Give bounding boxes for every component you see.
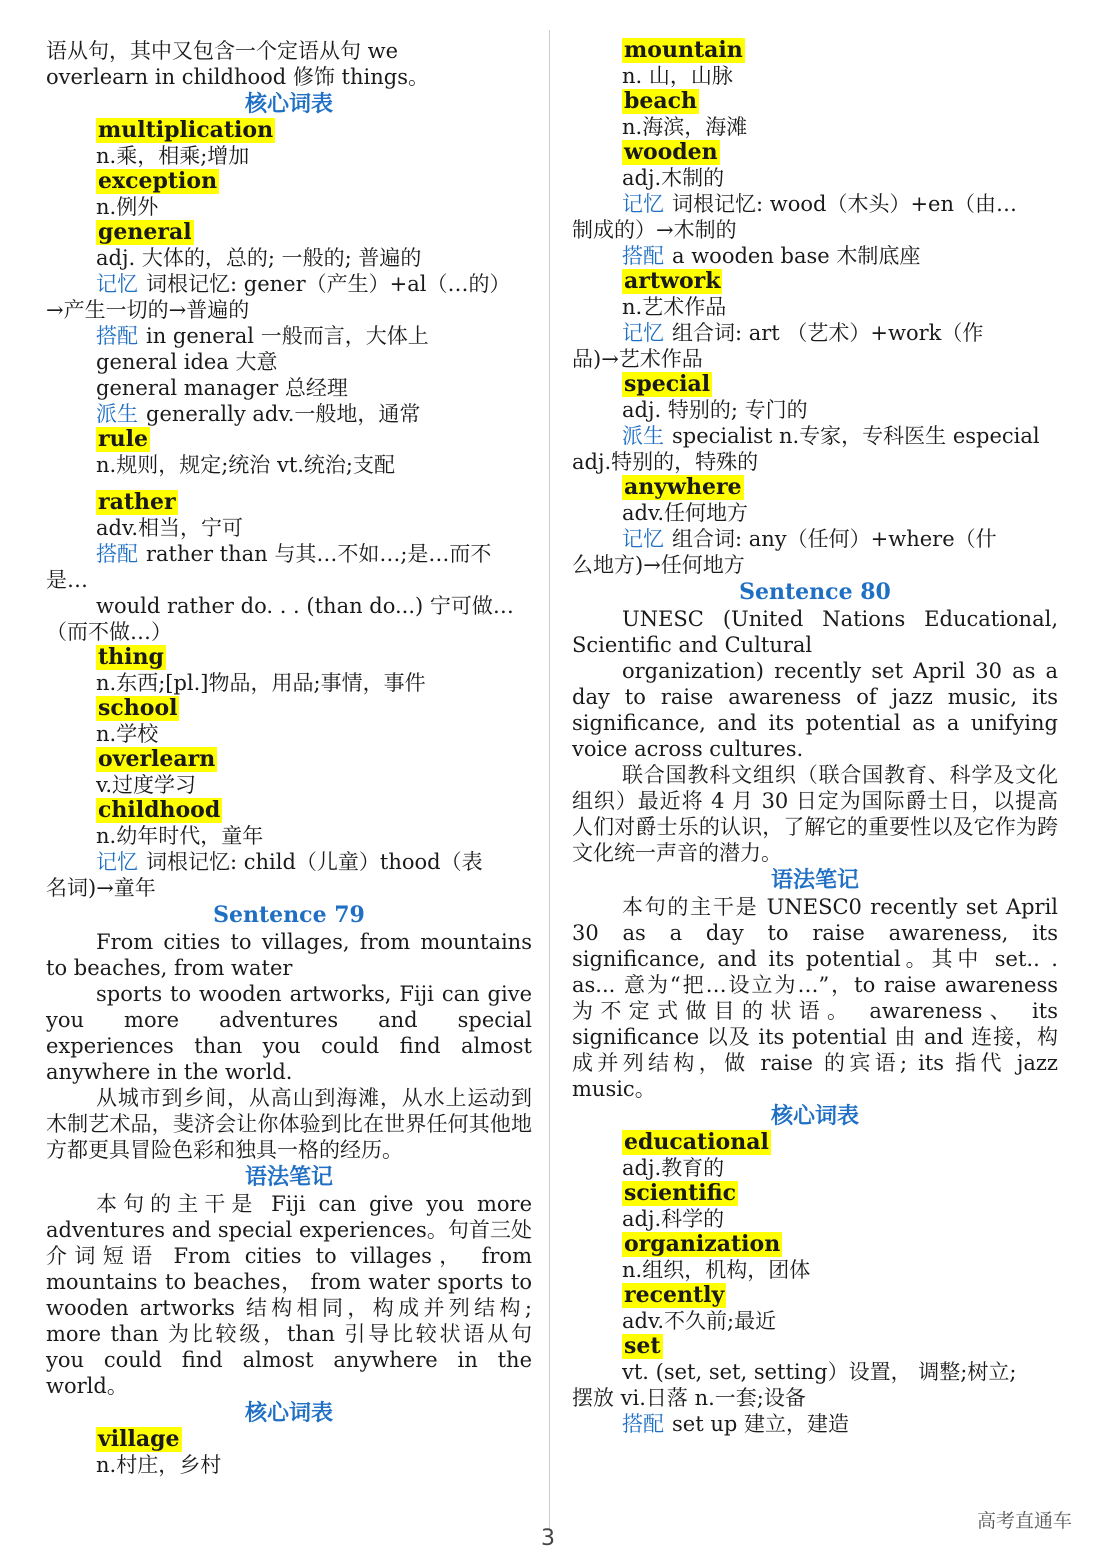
vocab-word: school (98, 695, 178, 721)
collocation: a wooden base 木制底座 (672, 244, 921, 268)
vocab-word: childhood (98, 797, 221, 823)
vocab-definition: adj. 特别的; 专门的 (622, 398, 808, 422)
vocab-word: multiplication (98, 117, 274, 143)
vocab-definition: vt. (set, set, setting）设置， 调整;树立; (622, 1360, 1017, 1384)
collocation: general idea 大意 (96, 350, 278, 374)
vocab-definition: adv.任何地方 (622, 501, 749, 525)
collocation-tag: 搭配 (96, 324, 138, 348)
vocab-word: village (98, 1426, 180, 1452)
memory-note: 词根记忆: wood（木头）+en（由… (672, 192, 1018, 216)
watermark: 高考直通车 (976, 1510, 1072, 1532)
vocab-definition: n.例外 (96, 195, 159, 219)
memory-tag: 记忆 (622, 192, 664, 216)
sentence-english: UNESC (United Nations Educational, Scientific and Cultural (572, 607, 1058, 657)
vocab-definition: adj.教育的 (622, 1156, 725, 1180)
sentence-english: From cities to villages, from mountains to beaches, from water (46, 930, 532, 980)
grammar-note: 本句的主干是 Fiji can give you more adventures and special experiences。句首三处介词短语 From cities to villages， from mountains to beaches， from water sports to wooden artworks 结构相同，构成并列结构; more than 为比较级，than 引导比较状语从句 you could find almost anywhere in the world。 (46, 1192, 532, 1398)
vocab-word: rather (98, 489, 176, 515)
vocab-word: thing (98, 644, 164, 670)
vocab-word: scientific (624, 1180, 737, 1206)
collocation: in general 一般而言，大体上 (146, 324, 429, 348)
vocab-definition: adv.不久前;最近 (622, 1309, 777, 1333)
sentence-english: sports to wooden artworks, Fiji can give you more adventures and special experiences than you could find almost anywhere in the world. (46, 982, 532, 1084)
vocab-definition: v.过度学习 (96, 773, 197, 797)
vocab-definition: adj.木制的 (622, 166, 725, 190)
memory-note-cont: 名词)→童年 (46, 876, 156, 900)
vocab-word: organization (624, 1231, 781, 1257)
sentence-heading: Sentence 79 (213, 902, 365, 928)
vocab-word: overlearn (98, 746, 216, 772)
vocab-word: rule (98, 426, 148, 452)
vocab-definition-cont: 摆放 vi.日落 n.一套;设备 (572, 1386, 806, 1410)
memory-tag: 记忆 (622, 527, 664, 551)
intro-line: 语从句，其中又包含一个定语从句 we (46, 39, 399, 63)
derivation: generally adv.一般地，通常 (146, 402, 421, 426)
derivation: specialist n.专家，专科医生 especial (672, 424, 1040, 448)
collocation: set up 建立，建造 (672, 1412, 849, 1436)
collocation-cont: 是… (46, 568, 88, 592)
sentence-chinese: 从城市到乡间，从高山到海滩，从水上运动到木制艺术品，斐济会让你体验到比在世界任何其他地方都更具冒险色彩和独具一格的经历。 (46, 1086, 532, 1162)
vocab-definition: n.东西;[pl.]物品，用品;事情，事件 (96, 671, 426, 695)
vocab-word: educational (624, 1129, 769, 1155)
section-heading-grammar: 语法笔记 (770, 867, 859, 893)
grammar-note: 本句的主干是 UNESC0 recently set April 30 as a day to raise awareness, its significance, and its potential。其中 set.. . as... 意为“把…设立为…”，to raise awareness 为不定式做目的状语。 awareness、 its significance 以及 its potential 由 and 连接，构成并列结构，做 raise 的宾语; its 指代 jazz music。 (572, 895, 1058, 1101)
memory-note-cont: 品)→艺术作品 (572, 347, 703, 371)
vocab-definition: n.海滨，海滩 (622, 115, 748, 139)
collocation-cont: （而不做…） (46, 620, 172, 644)
memory-note-cont: →产生一切的→普遍的 (46, 298, 250, 322)
vocab-definition: n.规则，规定;统治 vt.统治;支配 (96, 453, 396, 477)
vocab-word: artwork (624, 268, 721, 294)
collocation-tag: 搭配 (96, 542, 138, 566)
memory-tag: 记忆 (622, 321, 664, 345)
left-column (46, 38, 532, 1478)
memory-tag: 记忆 (96, 272, 138, 296)
collocation: would rather do. . . (than do...) 宁可做… (96, 594, 514, 618)
derivation-tag: 派生 (622, 424, 664, 448)
column-divider (549, 30, 550, 1530)
vocab-word: set (624, 1333, 661, 1359)
vocab-definition: adj. 大体的，总的; 一般的; 普遍的 (96, 246, 422, 270)
memory-note: 词根记忆: child（儿童）thood（表 (146, 850, 483, 874)
section-heading-grammar: 语法笔记 (244, 1164, 333, 1190)
collocation-tag: 搭配 (622, 244, 664, 268)
vocab-word: wooden (624, 139, 718, 165)
vocab-word: anywhere (624, 474, 742, 500)
section-heading-vocab: 核心词表 (770, 1103, 859, 1129)
derivation-cont: adj.特别的，特殊的 (572, 450, 759, 474)
vocab-word: beach (624, 88, 698, 114)
section-heading-vocab: 核心词表 (244, 91, 333, 117)
vocab-definition: n.学校 (96, 722, 159, 746)
vocab-definition: n.组织，机构，团体 (622, 1258, 811, 1282)
vocab-word: general (98, 219, 192, 245)
derivation-tag: 派生 (96, 402, 138, 426)
right-column (572, 38, 1058, 1437)
page-number: 3 (541, 1526, 555, 1551)
vocab-word: mountain (624, 37, 743, 63)
collocation: general manager 总经理 (96, 376, 348, 400)
collocation: rather than 与其…不如…;是…而不 (146, 542, 492, 566)
section-heading-vocab: 核心词表 (244, 1400, 333, 1426)
vocab-definition: n.艺术作品 (622, 295, 727, 319)
sentence-heading: Sentence 80 (739, 579, 891, 605)
intro-line: overlearn in childhood 修饰 things。 (46, 65, 429, 89)
collocation-tag: 搭配 (622, 1412, 664, 1436)
sentence-chinese: 联合国教科文组织（联合国教育、科学及文化组织）最近将 4 月 30 日定为国际爵士日，以提高人们对爵士乐的认识，了解它的重要性以及它作为跨文化统一声音的潜力。 (572, 763, 1058, 865)
memory-note: 组合词: any（任何）+where（什 (672, 527, 997, 551)
vocab-definition: n.村庄，乡村 (96, 1453, 222, 1477)
vocab-definition: n.乘，相乘;增加 (96, 144, 250, 168)
vocab-definition: adv.相当，宁可 (96, 516, 244, 540)
vocab-word: exception (98, 168, 218, 194)
vocab-definition: n. 山，山脉 (622, 64, 733, 88)
sentence-english: organization) recently set April 30 as a day to raise awareness of jazz music, its significance, and its potential as a unifying voice across cultures. (572, 659, 1058, 761)
vocab-definition: n.幼年时代，童年 (96, 824, 264, 848)
vocab-definition: adj.科学的 (622, 1207, 725, 1231)
memory-note: 组合词: art （艺术）+work（作 (672, 321, 984, 345)
memory-tag: 记忆 (96, 850, 138, 874)
vocab-word: special (624, 371, 711, 397)
memory-note: 词根记忆: gener（产生）+al（…的） (146, 272, 511, 296)
vocab-word: recently (624, 1282, 725, 1308)
memory-note-cont: 么地方)→任何地方 (572, 553, 745, 577)
memory-note-cont: 制成的）→木制的 (572, 218, 737, 242)
